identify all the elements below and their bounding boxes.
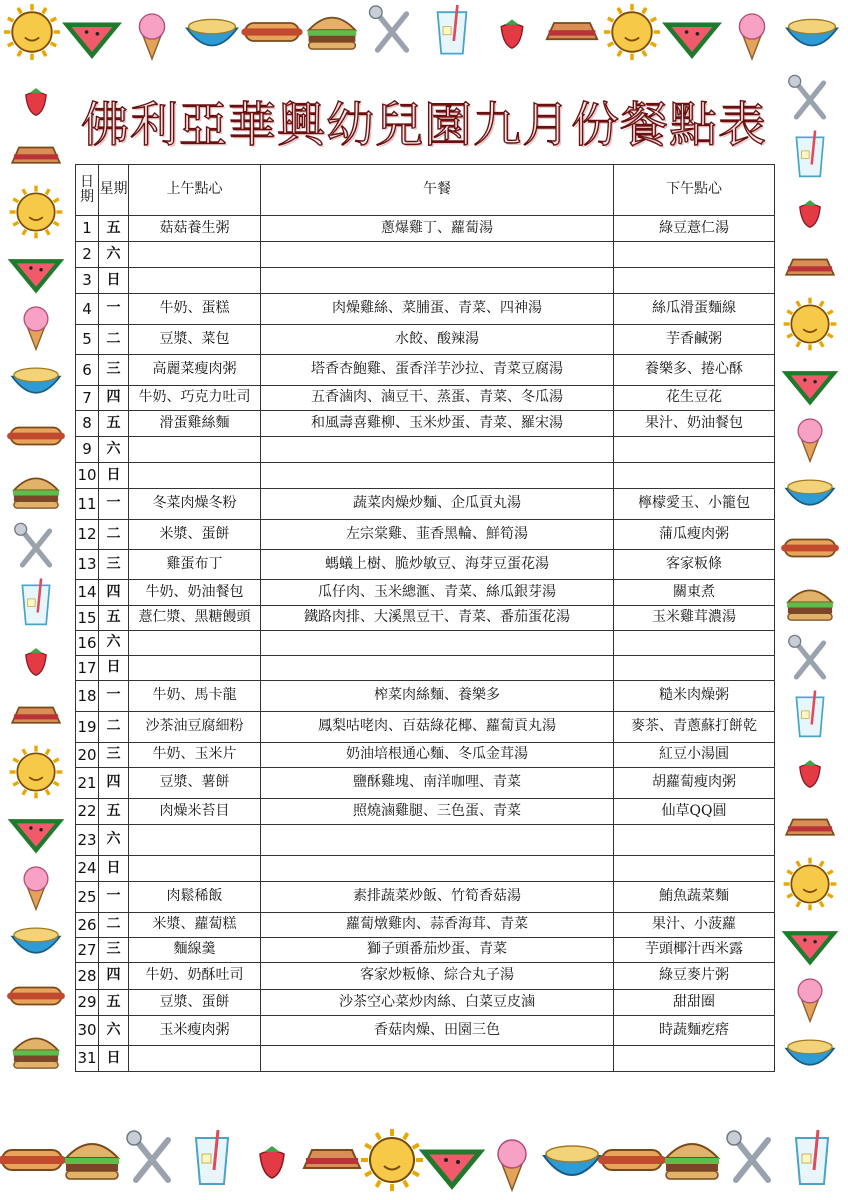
- bowl-icon: [544, 1146, 600, 1175]
- day-cell: 30: [76, 1016, 99, 1046]
- weekday-cell: 日: [99, 1046, 129, 1072]
- weekday-cell: 四: [99, 963, 129, 990]
- weekday-cell: 三: [99, 355, 129, 386]
- morning-snack-cell: 薏仁漿、黑糖饅頭: [129, 606, 261, 631]
- afternoon-snack-cell: 玉米雞茸濃湯: [614, 606, 775, 631]
- strawberry-icon: [800, 200, 820, 227]
- day-cell: 16: [76, 631, 99, 656]
- day-cell: 7: [76, 386, 99, 411]
- table-header-row: [76, 165, 775, 216]
- weekday-cell: 五: [99, 606, 129, 631]
- afternoon-snack-cell: [614, 463, 775, 489]
- afternoon-snack-cell: 絲瓜滑蛋麵線: [614, 294, 775, 325]
- table-row: [76, 242, 775, 268]
- weekday-cell: 二: [99, 913, 129, 938]
- weekday-cell: 五: [99, 799, 129, 825]
- bowl-icon: [786, 480, 834, 505]
- watermelon-icon: [786, 933, 834, 962]
- afternoon-snack-cell: 客家粄條: [614, 550, 775, 580]
- bowl-icon: [787, 19, 837, 45]
- drink-icon: [796, 1130, 828, 1184]
- header-weekday: 星期: [99, 165, 129, 216]
- burger-icon: [787, 590, 833, 620]
- weekday-cell: 二: [99, 712, 129, 743]
- pie-icon: [12, 708, 60, 723]
- hotdog-icon: [7, 428, 65, 445]
- day-cell: 21: [76, 768, 99, 799]
- burger-icon: [65, 1144, 119, 1179]
- page-title: 佛利亞華興幼兒園九月份餐點表: [80, 97, 767, 153]
- day-cell: 31: [76, 1046, 99, 1072]
- table-row: [76, 913, 775, 938]
- afternoon-snack-cell: 紅豆小湯圓: [614, 743, 775, 768]
- afternoon-snack-cell: 時蔬麵疙瘩: [614, 1016, 775, 1046]
- day-cell: 26: [76, 913, 99, 938]
- table-row: [76, 938, 775, 963]
- table-row: [76, 550, 775, 580]
- bowl-icon: [187, 19, 237, 45]
- lunch-cell: 鹽酥雞塊、南洋咖哩、青菜: [261, 768, 614, 799]
- hotdog-icon: [781, 540, 839, 557]
- fork-icon: [127, 1131, 168, 1180]
- day-cell: 18: [76, 681, 99, 712]
- lunch-cell: 照燒滷雞腿、三色蛋、青菜: [261, 799, 614, 825]
- icecream-icon: [798, 419, 822, 462]
- weekday-cell: 六: [99, 242, 129, 268]
- day-cell: 1: [76, 216, 99, 242]
- weekday-cell: 三: [99, 743, 129, 768]
- weekday-cell: 日: [99, 856, 129, 882]
- table-row: [76, 606, 775, 631]
- lunch-cell: 沙茶空心菜炒肉絲、白菜豆皮滷: [261, 990, 614, 1016]
- afternoon-snack-cell: 綠豆麥片粥: [614, 963, 775, 990]
- table-row: [76, 963, 775, 990]
- day-cell: 28: [76, 963, 99, 990]
- burger-icon: [13, 1038, 59, 1068]
- lunch-cell: [261, 242, 614, 268]
- lunch-cell: [261, 825, 614, 856]
- table-row: [76, 768, 775, 799]
- bowl-icon: [786, 1040, 834, 1065]
- table-row: [76, 990, 775, 1016]
- table-row: [76, 681, 775, 712]
- lunch-cell: 肉燥雞絲、菜脯蛋、青菜、四神湯: [261, 294, 614, 325]
- afternoon-snack-cell: 綠豆薏仁湯: [614, 216, 775, 242]
- table-row: [76, 437, 775, 463]
- morning-snack-cell: 豆漿、薯餅: [129, 768, 261, 799]
- pie-icon: [786, 820, 834, 835]
- lunch-cell: 水餃、酸辣湯: [261, 325, 614, 355]
- day-cell: 24: [76, 856, 99, 882]
- afternoon-snack-cell: 蒲瓜瘦肉粥: [614, 520, 775, 550]
- pie-icon: [547, 23, 597, 39]
- icecream-icon: [139, 14, 164, 59]
- morning-snack-cell: 肉鬆稀飯: [129, 882, 261, 913]
- lunch-cell: 奶油培根通心麵、冬瓜金茸湯: [261, 743, 614, 768]
- lunch-cell: 螞蟻上樹、脆炒敏豆、海芽豆蛋花湯: [261, 550, 614, 580]
- sun-icon: [604, 4, 660, 60]
- lunch-cell: 香菇肉燥、田園三色: [261, 1016, 614, 1046]
- morning-snack-cell: 菇菇養生粥: [129, 216, 261, 242]
- day-cell: 13: [76, 550, 99, 580]
- table-row: [76, 355, 775, 386]
- lunch-cell: 鐵路肉排、大溪黑豆干、青菜、番茄蛋花湯: [261, 606, 614, 631]
- table-row: [76, 743, 775, 768]
- weekday-cell: 三: [99, 938, 129, 963]
- hotdog-icon: [0, 1150, 66, 1170]
- morning-snack-cell: [129, 463, 261, 489]
- weekday-cell: 四: [99, 580, 129, 606]
- morning-snack-cell: [129, 437, 261, 463]
- morning-snack-cell: 雞蛋布丁: [129, 550, 261, 580]
- header-day: 日期: [76, 165, 99, 216]
- drink-icon: [22, 579, 49, 625]
- morning-snack-cell: 牛奶、奶油餐包: [129, 580, 261, 606]
- watermelon-icon: [12, 261, 60, 290]
- afternoon-snack-cell: [614, 856, 775, 882]
- morning-snack-cell: [129, 656, 261, 681]
- afternoon-snack-cell: [614, 268, 775, 294]
- strawberry-icon: [501, 19, 523, 48]
- weekday-cell: 一: [99, 294, 129, 325]
- icecream-icon: [24, 867, 48, 910]
- afternoon-snack-cell: [614, 1046, 775, 1072]
- table-row: [76, 463, 775, 489]
- weekday-cell: 日: [99, 656, 129, 681]
- table-row: [76, 580, 775, 606]
- morning-snack-cell: 豆漿、菜包: [129, 325, 261, 355]
- header-morning-snack: 上午點心: [129, 165, 261, 216]
- table-row: [76, 856, 775, 882]
- drink-icon: [438, 5, 467, 54]
- header-lunch: 午餐: [261, 165, 614, 216]
- afternoon-snack-cell: [614, 825, 775, 856]
- afternoon-snack-cell: 芋頭椰汁西米露: [614, 938, 775, 963]
- morning-snack-cell: 肉燥米苔目: [129, 799, 261, 825]
- lunch-cell: [261, 656, 614, 681]
- weekday-cell: 二: [99, 325, 129, 355]
- lunch-cell: 和風壽喜雞柳、玉米炒蛋、青菜、羅宋湯: [261, 411, 614, 437]
- weekday-cell: 一: [99, 489, 129, 520]
- afternoon-snack-cell: [614, 437, 775, 463]
- day-cell: 8: [76, 411, 99, 437]
- afternoon-snack-cell: [614, 631, 775, 656]
- morning-snack-cell: [129, 856, 261, 882]
- lunch-cell: 塔香杏鮑雞、蛋香洋芋沙拉、青菜豆腐湯: [261, 355, 614, 386]
- weekday-cell: 二: [99, 520, 129, 550]
- lunch-cell: 左宗棠雞、韮香黑輪、鮮筍湯: [261, 520, 614, 550]
- weekday-cell: 五: [99, 216, 129, 242]
- morning-snack-cell: [129, 825, 261, 856]
- lunch-cell: 獅子頭番茄炒蛋、青菜: [261, 938, 614, 963]
- afternoon-snack-cell: [614, 656, 775, 681]
- day-cell: 14: [76, 580, 99, 606]
- day-cell: 29: [76, 990, 99, 1016]
- afternoon-snack-cell: 花生豆花: [614, 386, 775, 411]
- lunch-cell: 瓜仔肉、玉米總滙、青菜、絲瓜銀芽湯: [261, 580, 614, 606]
- morning-snack-cell: 牛奶、蛋糕: [129, 294, 261, 325]
- morning-snack-cell: 牛奶、巧克力吐司: [129, 386, 261, 411]
- sun-icon: [784, 298, 837, 351]
- morning-snack-cell: 滑蛋雞絲麵: [129, 411, 261, 437]
- day-cell: 5: [76, 325, 99, 355]
- day-cell: 10: [76, 463, 99, 489]
- table-row: [76, 520, 775, 550]
- weekday-cell: 六: [99, 1016, 129, 1046]
- morning-snack-cell: 豆漿、蛋餅: [129, 990, 261, 1016]
- lunch-cell: [261, 856, 614, 882]
- day-cell: 23: [76, 825, 99, 856]
- table-row: [76, 489, 775, 520]
- weekday-cell: 六: [99, 631, 129, 656]
- table-row: [76, 882, 775, 913]
- day-cell: 3: [76, 268, 99, 294]
- icecream-icon: [498, 1140, 526, 1190]
- morning-snack-cell: 米漿、蛋餅: [129, 520, 261, 550]
- table-row: [76, 216, 775, 242]
- day-cell: 6: [76, 355, 99, 386]
- lunch-cell: [261, 1046, 614, 1072]
- afternoon-snack-cell: 鮪魚蔬菜麵: [614, 882, 775, 913]
- lunch-cell: [261, 268, 614, 294]
- afternoon-snack-cell: 糙米肉燥粥: [614, 681, 775, 712]
- morning-snack-cell: [129, 268, 261, 294]
- day-cell: 20: [76, 743, 99, 768]
- bowl-icon: [12, 928, 60, 953]
- fork-icon: [789, 635, 824, 677]
- fork-icon: [370, 6, 407, 50]
- table-row: [76, 411, 775, 437]
- lunch-cell: 蔥爆雞丁、蘿蔔湯: [261, 216, 614, 242]
- fork-icon: [15, 523, 50, 565]
- day-cell: 19: [76, 712, 99, 743]
- weekday-cell: 五: [99, 411, 129, 437]
- afternoon-snack-cell: 胡蘿蔔瘦肉粥: [614, 768, 775, 799]
- weekday-cell: 日: [99, 268, 129, 294]
- morning-snack-cell: 米漿、蘿蔔糕: [129, 913, 261, 938]
- table-row: [76, 825, 775, 856]
- drink-icon: [196, 1130, 228, 1184]
- watermelon-icon: [424, 1152, 480, 1186]
- day-cell: 4: [76, 294, 99, 325]
- afternoon-snack-cell: 甜甜圈: [614, 990, 775, 1016]
- afternoon-snack-cell: 仙草QQ圓: [614, 799, 775, 825]
- lunch-cell: 素排蔬菜炒飯、竹筍香菇湯: [261, 882, 614, 913]
- morning-snack-cell: [129, 631, 261, 656]
- table-row: [76, 1046, 775, 1072]
- weekday-cell: 六: [99, 825, 129, 856]
- hotdog-icon: [241, 23, 302, 41]
- watermelon-icon: [667, 25, 717, 56]
- morning-snack-cell: 高麗菜瘦肉粥: [129, 355, 261, 386]
- morning-snack-cell: 冬菜肉燥冬粉: [129, 489, 261, 520]
- morning-snack-cell: 玉米瘦肉粥: [129, 1016, 261, 1046]
- lunch-cell: [261, 437, 614, 463]
- weekday-cell: 日: [99, 463, 129, 489]
- pie-icon: [304, 1150, 360, 1168]
- bowl-icon: [12, 368, 60, 393]
- icecream-icon: [798, 979, 822, 1022]
- lunch-cell: [261, 463, 614, 489]
- afternoon-snack-cell: 麥茶、青蔥蘇打餅乾: [614, 712, 775, 743]
- morning-snack-cell: 牛奶、馬卡龍: [129, 681, 261, 712]
- table-row: [76, 799, 775, 825]
- icecream-icon: [739, 14, 764, 59]
- sun-icon: [4, 4, 60, 60]
- day-cell: 27: [76, 938, 99, 963]
- afternoon-snack-cell: 檸檬愛玉、小籠包: [614, 489, 775, 520]
- table-row: [76, 294, 775, 325]
- sun-icon: [361, 1129, 423, 1191]
- morning-snack-cell: 牛奶、玉米片: [129, 743, 261, 768]
- lunch-cell: 五香滷肉、滷豆干、蒸蛋、青菜、冬瓜湯: [261, 386, 614, 411]
- morning-snack-cell: 牛奶、奶酥吐司: [129, 963, 261, 990]
- table-row: [76, 1016, 775, 1046]
- burger-icon: [665, 1144, 719, 1179]
- weekday-cell: 六: [99, 437, 129, 463]
- day-cell: 22: [76, 799, 99, 825]
- morning-snack-cell: 沙茶油豆腐細粉: [129, 712, 261, 743]
- afternoon-snack-cell: 養樂多、捲心酥: [614, 355, 775, 386]
- hotdog-icon: [598, 1150, 666, 1170]
- day-cell: 11: [76, 489, 99, 520]
- lunch-cell: 蔬菜肉燥炒麵、企瓜貢丸湯: [261, 489, 614, 520]
- lunch-cell: 蘿蔔燉雞肉、蒜香海茸、青菜: [261, 913, 614, 938]
- meal-table: [75, 164, 775, 1072]
- table-row: [76, 631, 775, 656]
- watermelon-icon: [67, 25, 117, 56]
- header-afternoon-snack: 下午點心: [614, 165, 775, 216]
- sun-icon: [784, 858, 837, 911]
- afternoon-snack-cell: 果汁、小菠蘿: [614, 913, 775, 938]
- weekday-cell: 四: [99, 386, 129, 411]
- morning-snack-cell: [129, 242, 261, 268]
- pie-icon: [786, 260, 834, 275]
- weekday-cell: 五: [99, 990, 129, 1016]
- day-cell: 15: [76, 606, 99, 631]
- afternoon-snack-cell: 果汁、奶油餐包: [614, 411, 775, 437]
- watermelon-icon: [786, 373, 834, 402]
- afternoon-snack-cell: 芋香鹹粥: [614, 325, 775, 355]
- strawberry-icon: [260, 1146, 284, 1178]
- day-cell: 17: [76, 656, 99, 681]
- hotdog-icon: [7, 988, 65, 1005]
- day-cell: 25: [76, 882, 99, 913]
- lunch-cell: [261, 631, 614, 656]
- weekday-cell: 三: [99, 550, 129, 580]
- weekday-cell: 一: [99, 882, 129, 913]
- afternoon-snack-cell: [614, 242, 775, 268]
- sun-icon: [10, 746, 63, 799]
- day-cell: 12: [76, 520, 99, 550]
- table-row: [76, 268, 775, 294]
- weekday-cell: 一: [99, 681, 129, 712]
- lunch-cell: 榨菜肉絲麵、養樂多: [261, 681, 614, 712]
- afternoon-snack-cell: 關東煮: [614, 580, 775, 606]
- day-cell: 9: [76, 437, 99, 463]
- table-row: [76, 386, 775, 411]
- sun-icon: [10, 186, 63, 239]
- strawberry-icon: [800, 760, 820, 787]
- watermelon-icon: [12, 821, 60, 850]
- fork-icon: [727, 1131, 768, 1180]
- morning-snack-cell: [129, 1046, 261, 1072]
- table-row: [76, 712, 775, 743]
- drink-icon: [796, 691, 823, 737]
- table-row: [76, 325, 775, 355]
- burger-icon: [308, 18, 357, 50]
- lunch-cell: 客家炒粄條、綜合丸子湯: [261, 963, 614, 990]
- burger-icon: [13, 478, 59, 508]
- morning-snack-cell: 麵線羹: [129, 938, 261, 963]
- strawberry-icon: [26, 648, 46, 675]
- weekday-cell: 四: [99, 768, 129, 799]
- table-row: [76, 656, 775, 681]
- day-cell: 2: [76, 242, 99, 268]
- icecream-icon: [24, 307, 48, 350]
- lunch-cell: 鳳梨咕咾肉、百菇綠花椰、蘿蔔貢丸湯: [261, 712, 614, 743]
